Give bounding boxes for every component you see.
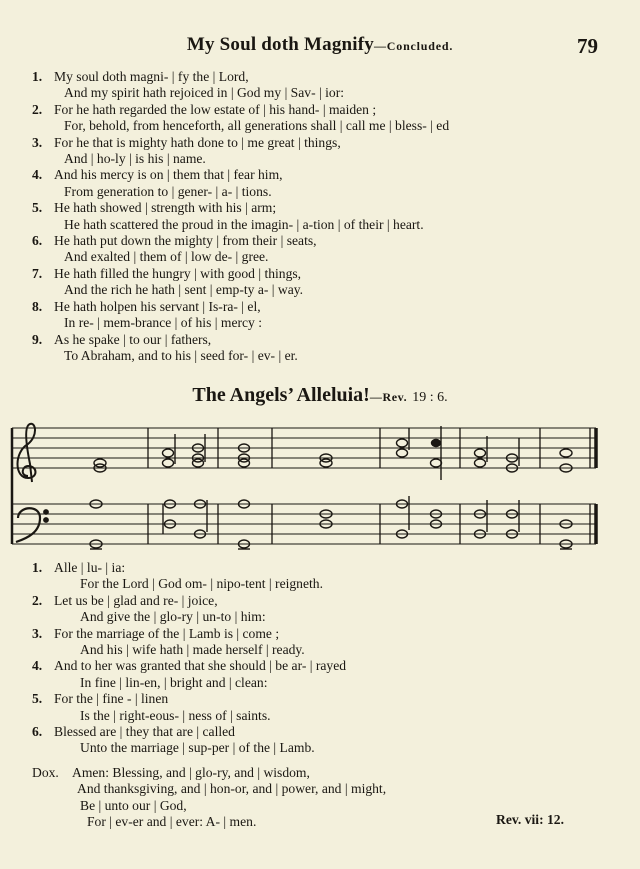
verse-number: 2.: [32, 592, 43, 608]
verse-number: 3.: [32, 625, 43, 641]
verse-line: [32, 708, 612, 724]
verse-line: [32, 184, 612, 200]
verse-text: And give the | glo-ry | un-to | him:: [80, 609, 266, 625]
verse-line: [32, 348, 612, 364]
verse-text: He hath put down the mighty | from their | seats,: [54, 233, 317, 249]
verse-text: And my spirit hath rejoiced in | God my | Sav- | ior:: [64, 85, 344, 101]
verse-line: [32, 691, 612, 707]
verse-line: [32, 167, 612, 183]
verse-number: 1.: [32, 69, 43, 84]
page-number: 79: [577, 34, 598, 58]
verse-line: [32, 593, 612, 609]
doxology-line: [32, 765, 612, 781]
verse-number: 3.: [32, 134, 43, 150]
verse-number: 5.: [32, 200, 43, 216]
verse-line: [32, 315, 612, 331]
verse-text: Unto the marriage | sup-per | of the | Lamb.: [80, 740, 315, 756]
verse-line: [32, 332, 612, 348]
verse-text: For the marriage of the | Lamb is | come ;: [54, 625, 280, 641]
verse-text: In fine | lin-en, | bright and | clean:: [80, 674, 268, 690]
scripture-ref: 19 : 6.: [412, 390, 448, 405]
treble-staff: [12, 428, 596, 468]
verse-line: [32, 642, 612, 658]
verse-line: [32, 740, 612, 756]
magnificat-verses: [32, 69, 612, 364]
verse-text: For the | fine - | linen: [54, 691, 169, 707]
verse-line: [32, 560, 612, 576]
barlines: [12, 428, 596, 544]
alleluia-verses: [32, 560, 612, 757]
verse-number: 4.: [32, 167, 43, 183]
verse-number: 2.: [32, 101, 43, 117]
verse-line: [32, 200, 612, 216]
title-suffix: —Concluded.: [374, 39, 454, 53]
treble-clef-icon: [18, 424, 36, 482]
verse-text: He hath showed | strength with his | arm;: [54, 200, 277, 216]
treble-notes: [94, 426, 572, 480]
music-score: [0, 414, 640, 554]
page-title: [0, 34, 640, 56]
verse-line: [32, 282, 612, 298]
verse-number: 1.: [32, 560, 43, 575]
verse-text: And his | wife hath | made herself | ready.: [80, 642, 305, 658]
verse-line: [32, 151, 612, 167]
verse-text: He hath scattered the proud in the imagin- | a-tion | of their | heart.: [64, 216, 424, 232]
verse-line: [32, 118, 612, 134]
section-title: [0, 384, 640, 407]
verse-number: 4.: [32, 658, 43, 674]
verse-line: [32, 85, 612, 101]
doxology-reference: Rev. vii: 12.: [496, 812, 564, 827]
bass-staff: [12, 504, 596, 544]
scripture-label: —Rev.: [369, 390, 408, 404]
verse-line: [32, 233, 612, 249]
verse-line: [32, 135, 612, 151]
verse-text: From generation to | gener- | a- | tions.: [64, 183, 272, 199]
verse-text: And his mercy is on | them that | fear him,: [54, 167, 283, 183]
verse-text: Alle | lu- | ia:: [54, 560, 126, 575]
doxology-label: Dox.: [32, 765, 59, 780]
page-header: [0, 34, 640, 62]
verse-line: [32, 609, 612, 625]
verse-text: In re- | mem-brance | of his | mercy :: [64, 315, 263, 331]
verse-text: Is the | right-eous- | ness of | saints.: [80, 707, 271, 723]
verse-text: He hath filled the hungry | with good | things,: [54, 265, 302, 281]
verse-text: For he hath regarded the low estate of | his hand- | maiden ;: [54, 101, 377, 117]
verse-text: To Abraham, and to his | seed for- | ev- | er.: [64, 347, 298, 363]
verse-text: And to her was granted that she should | be ar- | rayed: [54, 658, 347, 674]
verse-line: [32, 249, 612, 265]
verse-number: 7.: [32, 265, 43, 281]
verse-line: [32, 69, 612, 85]
verse-line: [32, 724, 612, 740]
section-title-text: The Angels’ Alleluia!: [192, 384, 370, 406]
verse-text: He hath holpen his servant | Is-ra- | el,: [54, 298, 261, 314]
verse-number: 5.: [32, 691, 43, 707]
verse-line: [32, 299, 612, 315]
verse-text: And exalted | them of | low de- | gree.: [64, 249, 269, 265]
verse-number: 8.: [32, 298, 43, 314]
doxology-line: And thanksgiving, and | hon-or, and | power, and | might,: [77, 781, 387, 797]
verse-text: For he that is mighty hath done to | me great | things,: [54, 134, 341, 150]
verse-line: [32, 102, 612, 118]
verse-line: [32, 658, 612, 674]
verse-text: My soul doth magni- | fy the | Lord,: [54, 69, 249, 84]
verse-text: Let us be | glad and re- | joice,: [54, 592, 218, 608]
verse-text: Blessed are | they that are | called: [54, 724, 235, 740]
verse-line: [32, 217, 612, 233]
verse-text: For, behold, from henceforth, all generations shall | call me | bless- | ed: [64, 118, 450, 134]
verse-text: As he spake | to our | fathers,: [54, 331, 212, 347]
verse-number: 9.: [32, 331, 43, 347]
verse-number: 6.: [32, 724, 43, 740]
doxology-line: Be | unto our | God,: [80, 797, 187, 813]
verse-text: And | ho-ly | is his | name.: [64, 151, 206, 167]
verse-line: [32, 626, 612, 642]
verse-text: And the rich he hath | sent | emp-ty a- | way.: [64, 282, 304, 298]
doxology-line: For | ev-er and | ever: A- | men.: [87, 814, 257, 830]
bass-clef-icon: [16, 508, 48, 542]
verse-number: 6.: [32, 233, 43, 249]
title-text: My Soul doth Magnify: [186, 34, 374, 55]
verse-line: [32, 266, 612, 282]
verse-line: [32, 675, 612, 691]
doxology-text: Amen: Blessing, and | glo-ry, and | wisdom,: [72, 765, 310, 780]
verse-text: For the Lord | God om- | nipo-tent | reigneth.: [80, 576, 323, 592]
verse-line: [32, 576, 612, 592]
